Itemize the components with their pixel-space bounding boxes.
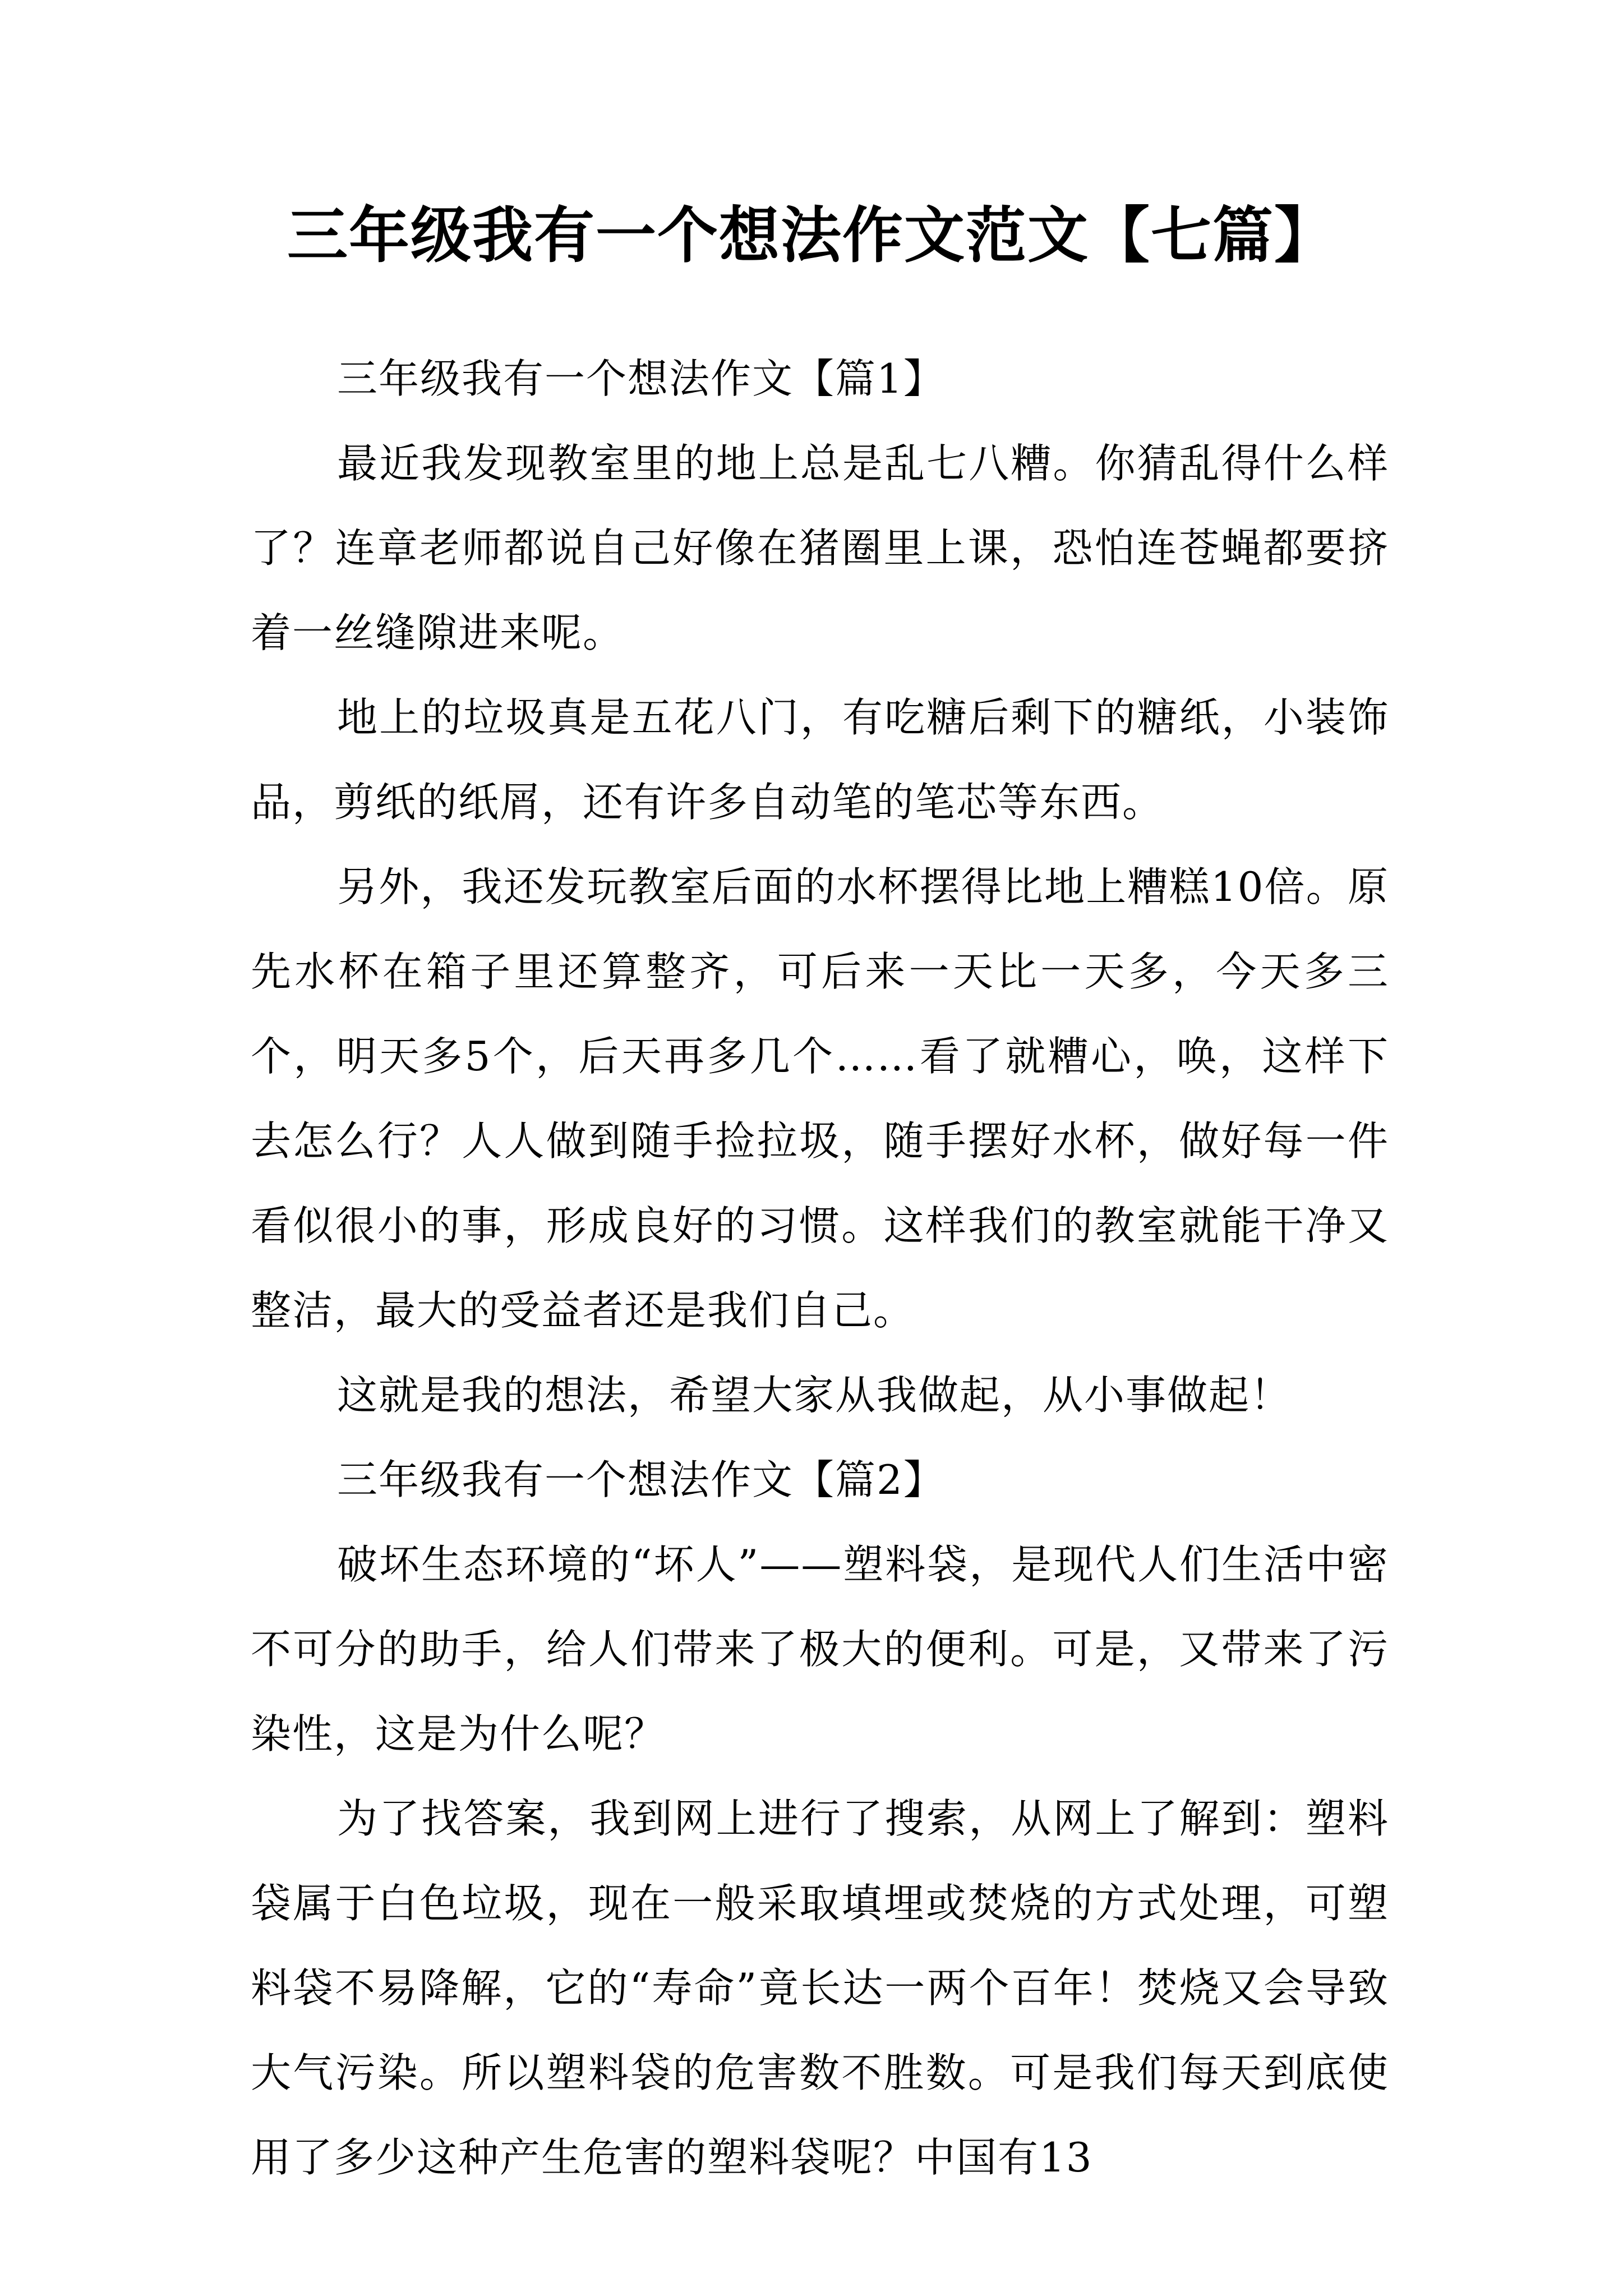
paragraph: 另外，我还发玩教室后面的水杯摆得比地上糟糕10倍。原先水杯在箱子里还算整齐，可后来一天比一天多，今天多三个，明天多5个，后天再多几个……看了就糟心，唤，这样下去怎么行？人人做到随手捡拉圾，随手摆好水杯，做好每一件看似很小的事，形成良好的习惯。这样我们的教室就能干净又整洁，最大的受益者还是我们自己。 (251, 863, 1389, 1334)
document-title: 三年级我有一个想法作文范文【七篇】 (287, 200, 1336, 271)
paragraph: 这就是我的想法，希望大家从我做起，从小事做起！ (337, 1372, 1292, 1419)
section-heading: 三年级我有一个想法作文【篇2】 (337, 1456, 945, 1503)
section-2 (251, 1438, 1389, 2200)
paragraph: 最近我发现教室里的地上总是乱七八糟。你猜乱得什么样了？连章老师都说自己好像在猪圈里上课，恐怕连苍蝇都要挤着一丝缝隙进来呢。 (251, 440, 1389, 656)
paragraph: 为了找答案，我到网上进行了搜索，从网上了解到：塑料袋属于白色垃圾，现在一般采取填埋或焚烧的方式处理，可塑料袋不易降解，它的“寿命”竟长达一两个百年！焚烧又会导致大气污染。所以塑料袋的危害数不胜数。可是我们每天到底使用了多少这种产生危害的塑料袋呢？中国有13 (251, 1795, 1389, 2181)
document-body (251, 337, 1389, 2200)
section-1 (251, 337, 1389, 1438)
paragraph: 地上的垃圾真是五花八门，有吃糖后剩下的糖纸，小装饰品，剪纸的纸屑，还有许多自动笔的笔芯等东西。 (251, 694, 1389, 826)
section-heading: 三年级我有一个想法作文【篇1】 (337, 355, 945, 402)
paragraph: 破坏生态环境的“坏人”——塑料袋，是现代人们生活中密不可分的助手，给人们带来了极大的便利。可是，又带来了污染性，这是为什么呢？ (251, 1541, 1389, 1757)
